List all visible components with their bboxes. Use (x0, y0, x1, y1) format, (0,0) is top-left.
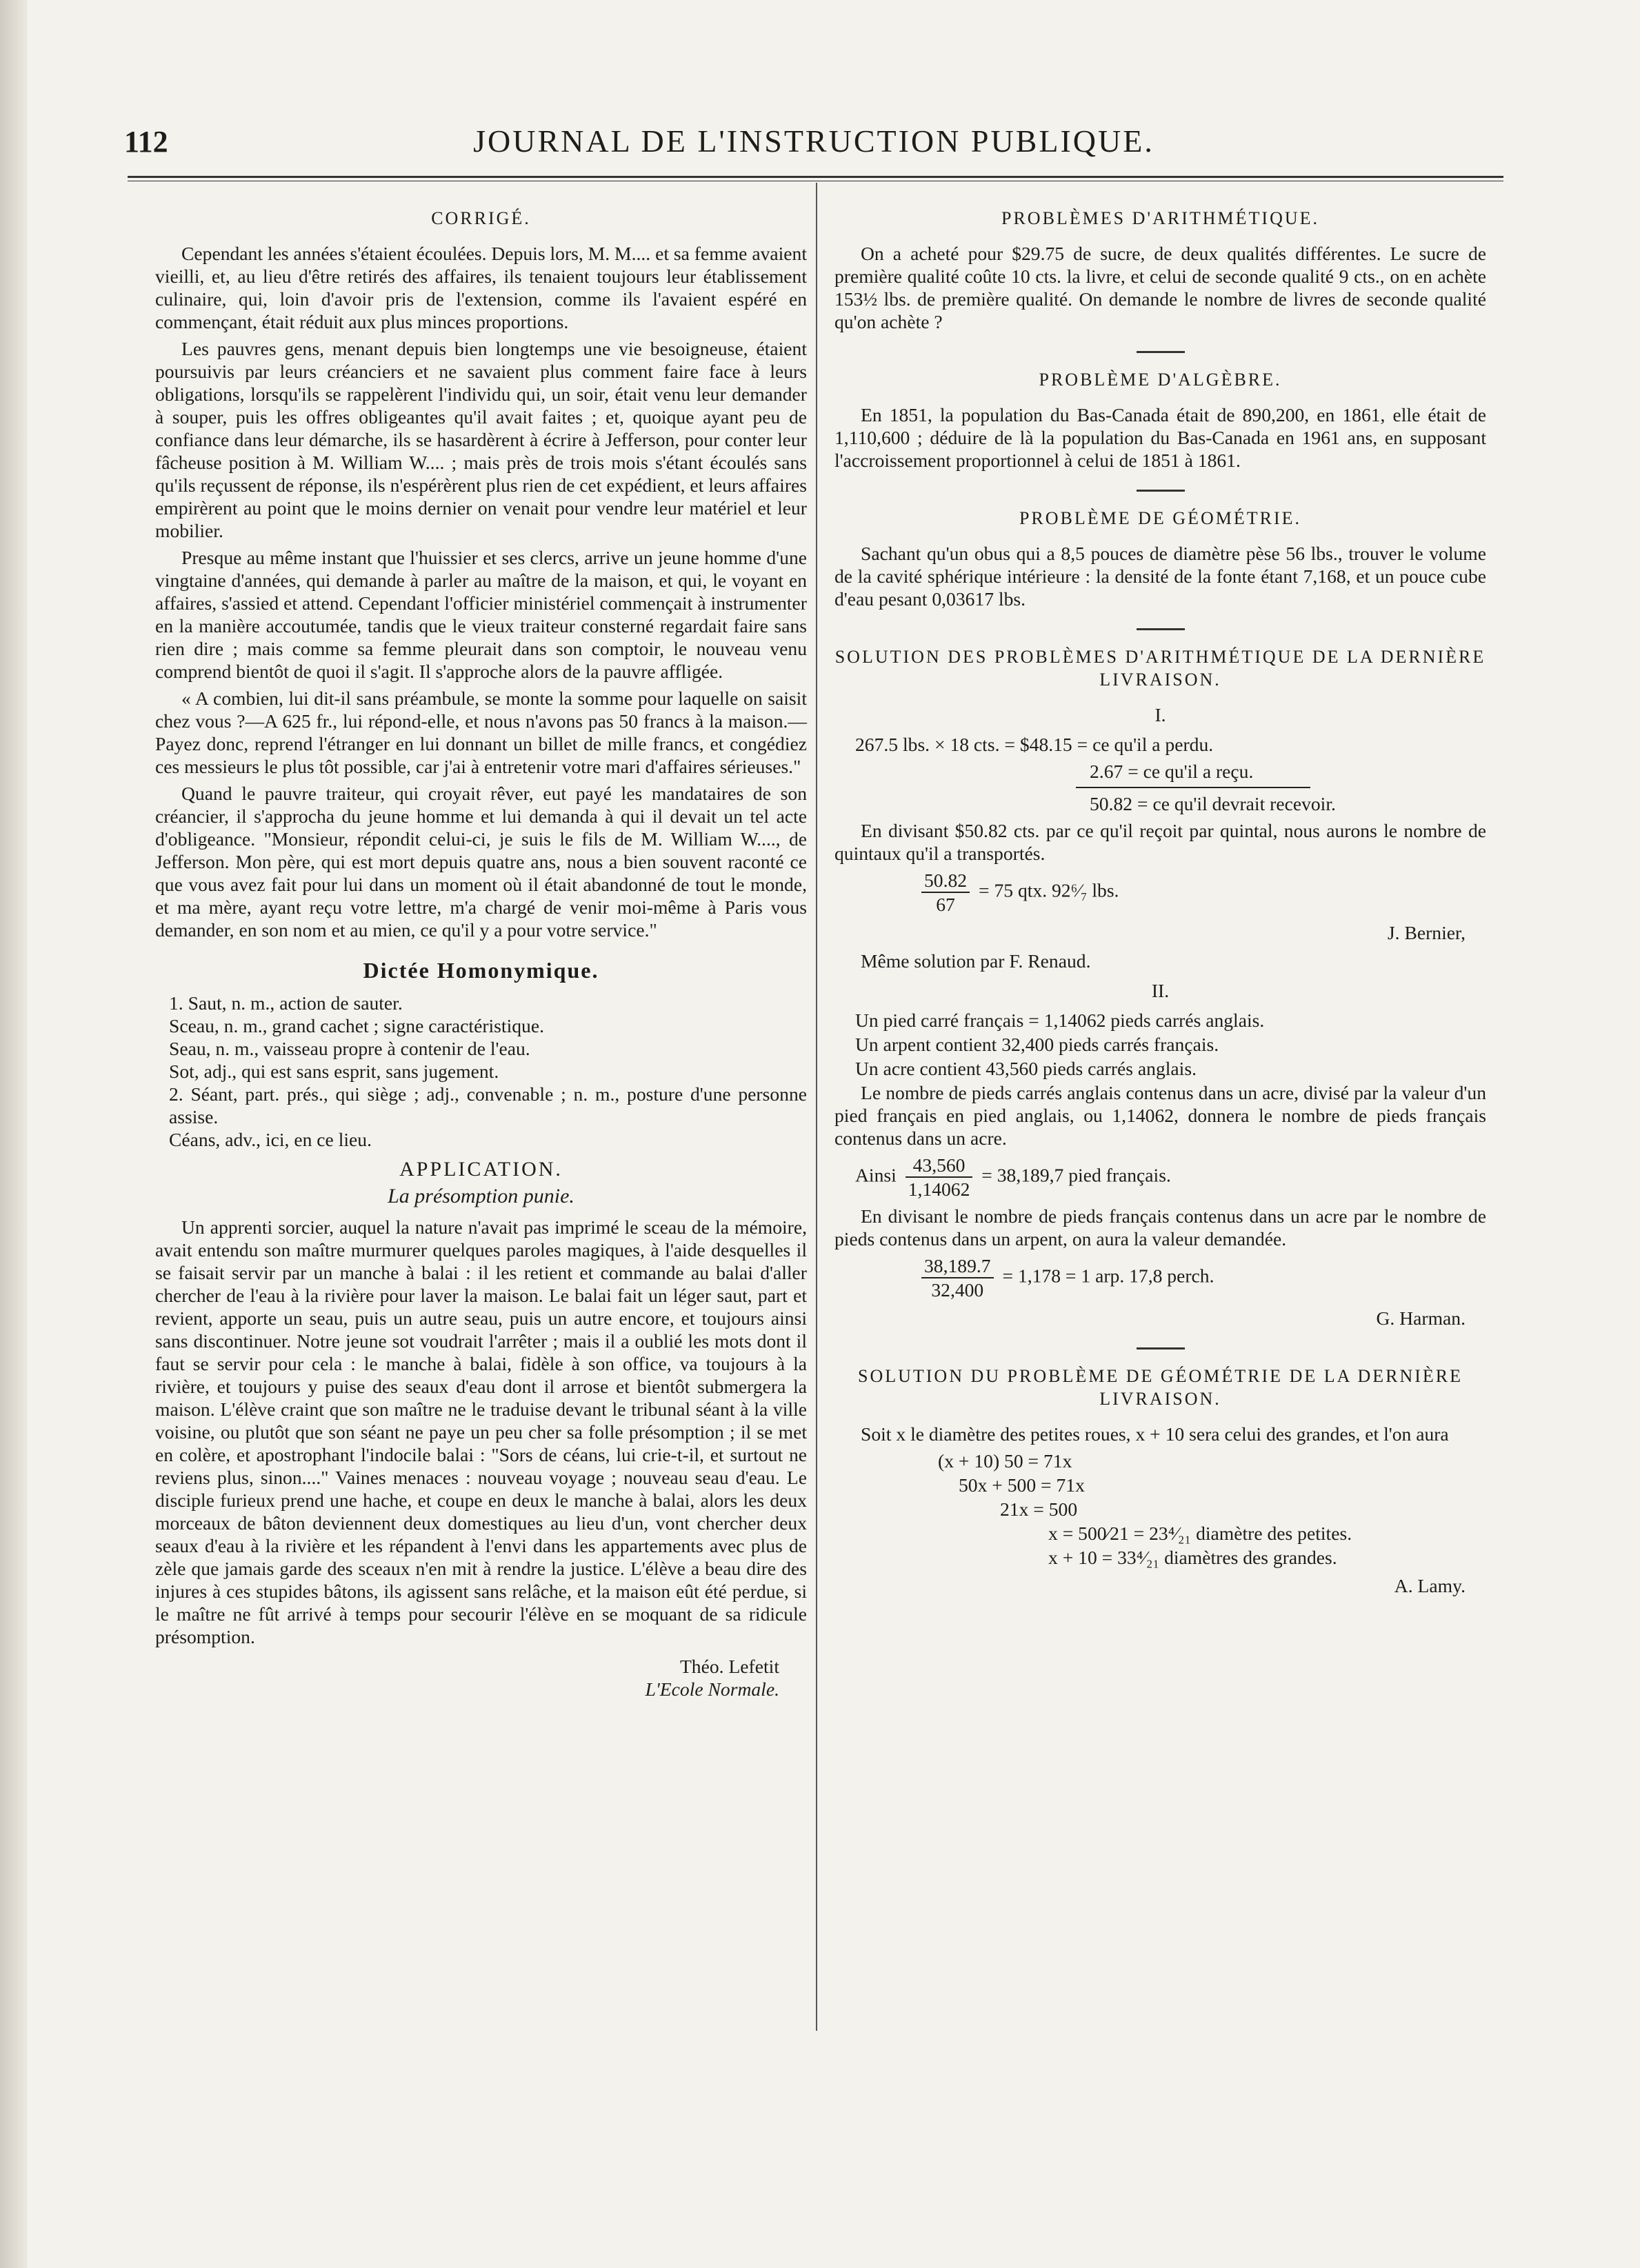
journal-title: JOURNAL DE L'INSTRUCTION PUBLIQUE. (473, 123, 1154, 159)
page-number: 112 (124, 125, 168, 159)
fraction-line (834, 1154, 1486, 1201)
homonym-entry: Céans, adv., ici, en ce lieu. (169, 1129, 372, 1150)
algebra-text: En 1851, la population du Bas-Canada était de 890,200, en 1861, elle était de 1,110,600 ; déduire de là la population du Bas-Canada en 1961 ans, en supposant l'accroissement proportionnel à celui de 1851 à 1861. (834, 404, 1486, 471)
corrige-paragraph: Cependant les années s'étaient écoulées. Depuis lors, M. M.... et sa femme avaient vieilli, et, au lieu d'être retirés des affaires, ils tenaient toujours leur établissement culinaire, qui, loin d'avoir pris de l'extension, comme ils l'avaient espéré en commençant, était réduit aux plus minces proportions. (155, 243, 807, 332)
solution-text: En divisant $50.82 cts. par ce qu'il reçoit par quintal, nous aurons le nombre de quintaux qu'il a transportés. (834, 820, 1486, 864)
solution-line: 267.5 lbs. × 18 cts. = $48.15 = ce qu'il a perdu. (855, 734, 1214, 755)
section-rule (1137, 1347, 1185, 1349)
scan-edge (0, 0, 28, 2268)
algebra-title: PROBLÈME D'ALGÈBRE. (1039, 370, 1282, 390)
section-rule (1137, 351, 1185, 353)
ainsi-label: Ainsi (855, 1164, 897, 1186)
equivalence-list (834, 1009, 1486, 1080)
corrige-paragraph: « A combien, lui dit-il sans préambule, se monte la somme pour laquelle on saisit chez vous ?—A 625 fr., lui répond-elle, et nous n'avons pas 50 francs à la maison.—Payez donc, reprend l'étranger en lui donnant un billet de mille francs, et congédiez ces messieurs le plus tôt possible, car j'ai à entretenir votre mari d'affaires sérieuses." (155, 688, 807, 777)
equivalence-line: Un pied carré français = 1,14062 pieds carrés anglais. (855, 1010, 1265, 1031)
fraction (921, 1254, 994, 1301)
roman-numeral-1: I. (1154, 704, 1166, 725)
equation-line: x + 10 = 33⁴⁄₂₁ diamètres des grandes. (1048, 1547, 1337, 1568)
header-rule (128, 176, 1503, 178)
geometry-solution-text: Soit x le diamètre des petites roues, x + 10 sera celui des grandes, et l'on aura (861, 1423, 1449, 1445)
geometry-title: PROBLÈME DE GÉOMÉTRIE. (1019, 508, 1302, 528)
numerator: 43,560 (906, 1154, 973, 1178)
homonym-list (155, 992, 807, 1151)
denominator: 1,14062 (908, 1178, 970, 1200)
fraction-line (834, 869, 1486, 916)
fraction-line (834, 1254, 1486, 1301)
solution-text: En divisant le nombre de pieds français contenus dans un acre par le nombre de pieds contenus dans un arpent, on aura la valeur demandée. (834, 1205, 1486, 1250)
right-column (834, 207, 1486, 1603)
roman-numeral-2: II. (1151, 980, 1170, 1001)
equivalence-line: Un arpent contient 32,400 pieds carrés français. (855, 1034, 1219, 1055)
same-solution-note: Même solution par F. Renaud. (861, 950, 1091, 972)
corrige-paragraph: Quand le pauvre traiteur, qui croyait rêver, eut payé les mandataires de son créancier, il s'approcha du jeune homme et lui demanda à qui il devait un tel acte d'obligeance. "Monsieur, répondit celui-ci, je suis le fils de M. William W...., de Jefferson. Mon père, qui est mort depuis quatre ans, nous a bien souvent raconté ce que vous avez fait pour lui dans un moment où il était abandonné de tout le monde, et ma mère, ayant reçu votre lettre, m'a chargé de venir moi-même à Paris vous demander, en son nom et au mien, ce qu'il y a pour votre service." (155, 783, 807, 941)
left-column (155, 207, 807, 1700)
geometry-solution-title: SOLUTION DU PROBLÈME DE GÉOMÉTRIE DE LA DERNIÈRE LIVRAISON. (857, 1366, 1463, 1409)
numerator: 38,189.7 (921, 1254, 994, 1278)
sum-rule (1076, 787, 1310, 788)
numerator: 50.82 (921, 869, 970, 893)
application-text: Un apprenti sorcier, auquel la nature n'avait pas imprimé le sceau de la mémoire, avait entendu son maître murmurer quelques paroles magiques, à l'aide desquelles il se faisait servir par un manche à balai : il les retient et commande au balai d'aller chercher de l'eau à la rivière pour laver la maison. Le balai fait un léger saut, part et revient, apporte un seau, puis un autre seau, puis un autre encore, et toujours ainsi sans discontinuer. Notre jeune sot voudrait l'arrêter ; mais il a oublié les mots dont il faut se servir pour cela : le manche à balai, fidèle à son office, va toujours à la rivière, et toujours y puise des seaux d'eau dont il arrose et bientôt submergera la maison. L'élève craint que son maître ne le traduise devant le tribunal séant à la ville voisine, ou plutôt que son séant ne paye un peu cher sa folle présomption ; il se met en colère, et apostrophant l'indocile balai : "Sors de céans, lui crie-t-il, et surtout ne reviens plus, sinon...." Vaines menaces : nouveau voyage ; nouveau seau d'eau. Le disciple furieux prend une hache, et coupe en deux le manche à balai, alors les deux morceaux de bâton deviennent deux domestiques au lieu d'un, vont chercher deux seaux d'eau à la rivière et les répandent à l'envi dans les appartements avec plus de zèle que jamais garde des sceaux n'en mit à rendre la justice. L'élève a beau dire des injures à ces stupides bâtons, ils agissent sans relâche, et la maison eût été perdue, si le maître ne fût arrivé à temps pour secourir l'élève en se moquant de sa ridicule présomption. (155, 1216, 807, 1647)
equation-line: x = 500⁄21 = 23⁴⁄₂₁ diamètre des petites. (1048, 1523, 1352, 1544)
equation-line: 21x = 500 (1000, 1498, 1078, 1520)
equation-line: (x + 10) 50 = 71x (938, 1450, 1072, 1472)
homonym-entry: Seau, n. m., vaisseau propre à contenir de l'eau. (169, 1038, 530, 1059)
fraction (906, 1154, 973, 1201)
fraction (921, 869, 970, 916)
corrige-title: CORRIGÉ. (431, 208, 531, 228)
homonym-entry: Sot, adj., qui est sans esprit, sans jugement. (169, 1061, 499, 1082)
application-title: APPLICATION. (399, 1158, 563, 1181)
fraction-result: = 1,178 = 1 arp. 17,8 perch. (1002, 1265, 1214, 1287)
geometry-text: Sachant qu'un obus qui a 8,5 pouces de diamètre pèse 56 lbs., trouver le volume de la cavité sphérique intérieure : la densité de la fonte étant 7,168, et un pouce cube d'eau pesant 0,03617 lbs. (834, 543, 1486, 610)
arith-text: On a acheté pour $29.75 de sucre, de deux qualités différentes. Le sucre de première qualité coûte 10 cts. la livre, et celui de seconde qualité 9 cts., on en achète 153½ lbs. de première qualité. On demande le nombre de livres de seconde qualité qu'on achète ? (834, 243, 1486, 332)
homonym-entry: 1. Saut, n. m., action de sauter. (169, 992, 403, 1014)
solution-text: Le nombre de pieds carrés anglais contenus dans un acre, divisé par la valeur d'un pied français en pied anglais, ou 1,14062, donnera le nombre de pieds français contenus dans un acre. (834, 1082, 1486, 1149)
fraction-result: = 38,189,7 pied français. (981, 1164, 1171, 1186)
signature-harman: G. Harman. (1376, 1307, 1466, 1329)
signature-bernier: J. Bernier, (1387, 922, 1466, 943)
arith-title: PROBLÈMES D'ARITHMÉTIQUE. (1001, 208, 1319, 228)
signature-school: L'Ecole Normale. (645, 1678, 779, 1700)
solution-line: 50.82 = ce qu'il devrait recevoir. (1090, 793, 1336, 814)
equation-list (834, 1449, 1486, 1569)
section-rule (1137, 628, 1185, 630)
section-rule (1137, 490, 1185, 492)
equivalence-line: Un acre contient 43,560 pieds carrés anglais. (855, 1058, 1197, 1079)
corrige-paragraph: Les pauvres gens, menant depuis bien longtemps une vie besoigneuse, étaient poursuivis par leurs créanciers et ne savaient plus comment faire face à leurs obligations, lorsqu'ils se rappelèrent l'individu qui, un soir, était venu leur demander à souper, puis les offres obligeantes qu'il avait faites ; et, quoique ayant peu de confiance dans leur démarche, ils se hasardèrent à écrire à Jefferson, pour conter leur fâcheuse position à M. William W.... ; mais près de trois mois s'étant écoulés sans qu'ils reçussent de réponse, ils n'espérèrent plus rien de cet expédient, et leurs affaires empirèrent au point que le moins dernier on venait pour vendre leur matériel et leur mobilier. (155, 338, 807, 541)
homonym-entry: 2. Séant, part. prés., qui siège ; adj., convenable ; n. m., posture d'une personne assise. (169, 1083, 807, 1127)
application-subtitle: La présomption punie. (388, 1185, 574, 1207)
corrige-paragraph: Presque au même instant que l'huissier et ses clercs, arrive un jeune homme d'une vingtaine d'années, qui demande à parler au maître de la maison, et qui, le voyant en affaires, s'assied et attend. Cependant l'officier ministériel commençait à instrumenter en la manière accoutumée, tandis que le vieux traiteur consterné regardait faire sans rien dire ; mais comme sa femme pleurait dans son comptoir, le nouveau venu comprend bientôt de quoi il s'agit. Il s'approche alors de la pauvre affligée. (155, 547, 807, 682)
page-header (124, 110, 1503, 172)
fraction-result: = 75 qtx. 92⁶⁄₇ lbs. (979, 879, 1119, 901)
denominator: 67 (936, 894, 955, 915)
equation-line: 50x + 500 = 71x (959, 1474, 1085, 1496)
denominator: 32,400 (931, 1279, 984, 1301)
signature-lamy: A. Lamy. (1394, 1575, 1466, 1596)
dictee-title: Dictée Homonymique. (363, 958, 599, 983)
column-divider (816, 183, 817, 2031)
solution-line: 2.67 = ce qu'il a reçu. (1090, 761, 1254, 782)
signature-name: Théo. Lefetit (679, 1656, 779, 1677)
arith-solution-title: SOLUTION DES PROBLÈMES D'ARITHMÉTIQUE DE LA DERNIÈRE LIVRAISON. (834, 647, 1486, 690)
homonym-entry: Sceau, n. m., grand cachet ; signe caractéristique. (169, 1015, 544, 1036)
